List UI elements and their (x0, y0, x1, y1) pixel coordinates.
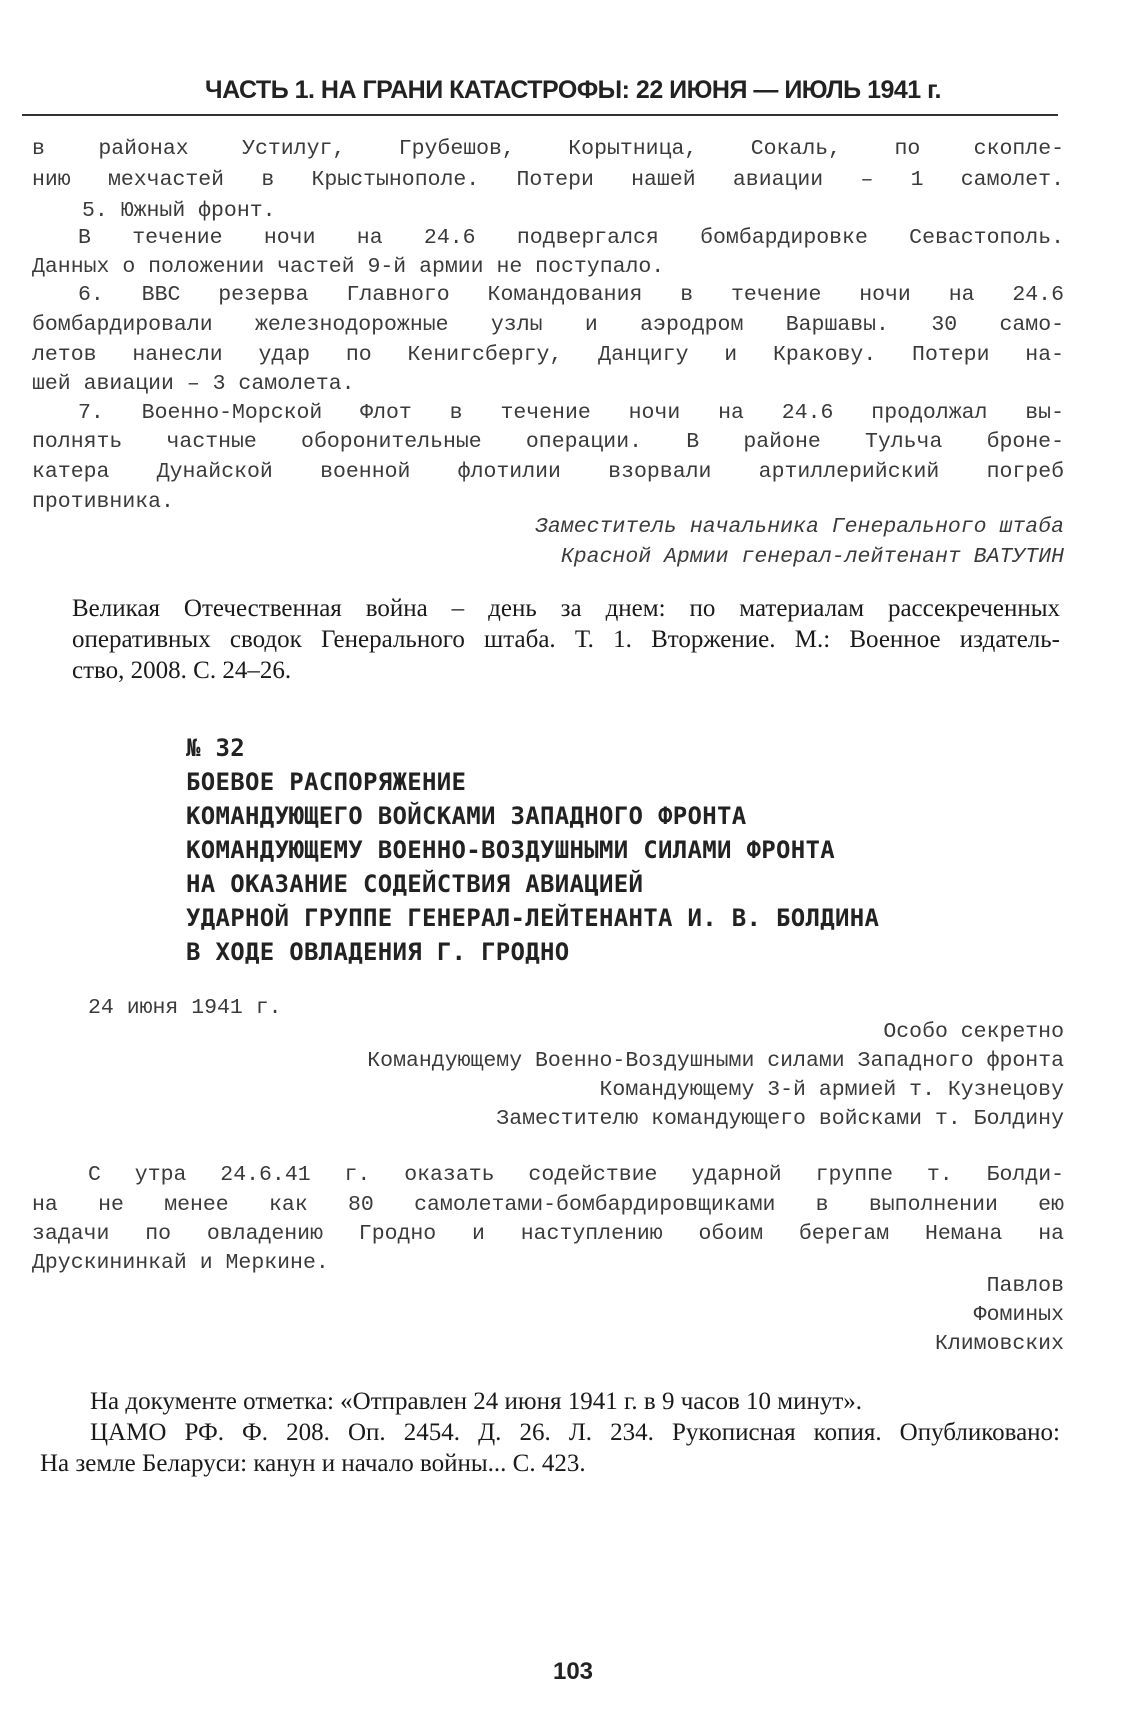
signatory: Павлов (986, 1274, 1064, 1298)
document-note: На документе отметка: «Отправлен 24 июня 1941 г. в 9 часов 10 минут». (90, 1388, 863, 1415)
header-rule (22, 114, 1058, 116)
text-line: Данных о положении частей 9-й армии не поступало. (32, 255, 665, 279)
citation-line: оперативных сводок Генерального штаба. Т. 1. Вторжение. М.: Военное издатель- (72, 626, 1060, 653)
addressee-line: Заместителю командующего войсками т. Болдину (496, 1107, 1064, 1131)
document-title-line: КОМАНДУЮЩЕГО ВОЙСКАМИ ЗАПАДНОГО ФРОНТА (186, 802, 747, 830)
document-title-line: НА ОКАЗАНИЕ СОДЕЙСТВИЯ АВИАЦИЕЙ (186, 870, 644, 898)
archive-line: На земле Беларуси: канун и начало войны... С. 423. (40, 1450, 586, 1477)
text-line: в районах Устилуг, Грубешов, Корытница, Сокаль, по скопле- (32, 137, 1064, 161)
addressee-line: Командующему Военно-Воздушными силами Западного фронта (367, 1049, 1064, 1073)
signatory: Фоминых (973, 1303, 1064, 1327)
document-title-line: В ХОДЕ ОВЛАДЕНИЯ Г. ГРОДНО (186, 938, 570, 966)
addressee-line: Командующему 3-й армией т. Кузнецову (599, 1078, 1064, 1102)
document-title-line: УДАРНОЙ ГРУППЕ ГЕНЕРАЛ-ЛЕЙТЕНАНТА И. В. БОЛДИНА (186, 904, 880, 932)
text-line: противника. (32, 490, 174, 514)
text-line: В течение ночи на 24.6 подвергался бомбардировке Севастополь. (78, 226, 1064, 250)
classification-mark: Особо секретно (883, 1020, 1064, 1044)
text-line: 5. Южный фронт. (82, 199, 276, 223)
body-line: Друскининкай и Меркине. (32, 1251, 329, 1275)
signature-line: Красной Армии генерал-лейтенант ВАТУТИН (560, 545, 1064, 569)
document-title-line: БОЕВОЕ РАСПОРЯЖЕНИЕ (186, 768, 467, 796)
signatory: Климовских (934, 1332, 1064, 1356)
document-number: № 32 (186, 734, 245, 762)
running-header: ЧАСТЬ 1. НА ГРАНИ КАТАСТРОФЫ: 22 ИЮНЯ — ИЮЛЬ 1941 г. (205, 76, 941, 104)
page-number: 103 (552, 1658, 594, 1685)
text-line: летов нанесли удар по Кенигсбергу, Данцигу и Кракову. Потери на- (32, 343, 1064, 367)
signature-line: Заместитель начальника Генерального штаба (535, 515, 1064, 539)
body-line: С утра 24.6.41 г. оказать содействие ударной группе т. Болди- (88, 1163, 1064, 1187)
body-line: на не менее как 80 самолетами-бомбардировщиками в выполнении ею (32, 1193, 1064, 1217)
text-line: катера Дунайской военной флотилии взорвали артиллерийский погреб (32, 460, 1064, 484)
citation-line: ство, 2008. С. 24–26. (72, 657, 292, 684)
document-title-line: КОМАНДУЮЩЕМУ ВОЕННО-ВОЗДУШНЫМИ СИЛАМИ ФРОНТА (186, 836, 835, 864)
archive-line: ЦАМО РФ. Ф. 208. Оп. 2454. Д. 26. Л. 234. Рукописная копия. Опубликовано: (90, 1419, 1060, 1446)
text-line: 7. Военно-Морской Флот в течение ночи на 24.6 продолжал вы- (78, 401, 1064, 425)
text-line: шей авиации – 3 самолета. (32, 372, 355, 396)
text-line: нию мехчастей в Крыстынополе. Потери нашей авиации – 1 самолет. (32, 168, 1064, 192)
citation-line: Великая Отечественная война – день за днем: по материалам рассекреченных (72, 595, 1060, 622)
text-line: 6. ВВС резерва Главного Командования в течение ночи на 24.6 (78, 283, 1064, 307)
document-date: 24 июня 1941 г. (88, 996, 282, 1020)
text-line: полнять частные оборонительные операции. В районе Тульча броне- (32, 430, 1064, 454)
body-line: задачи по овладению Гродно и наступлению обоим берегам Немана на (32, 1222, 1064, 1246)
text-line: бомбардировали железнодорожные узлы и аэродром Варшавы. 30 само- (32, 313, 1064, 337)
